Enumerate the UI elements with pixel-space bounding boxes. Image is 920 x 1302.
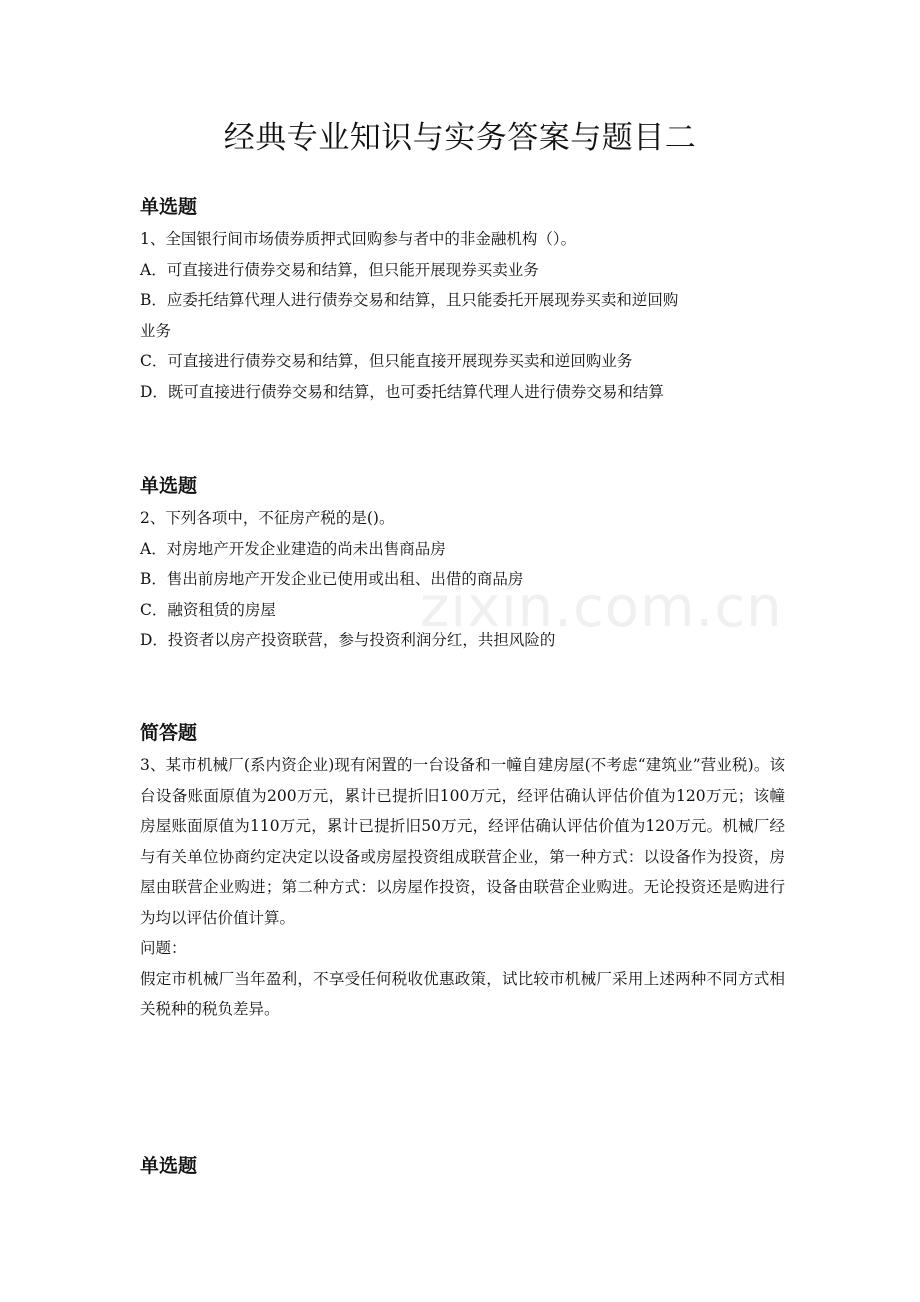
option-d: D．投资者以房产投资联营，参与投资利润分红，共担风险的 [140, 631, 556, 649]
question-type-heading: 单选题 [140, 1155, 198, 1177]
option-a: A．可直接进行债券交易和结算，但只能开展现券买卖业务 [140, 260, 539, 279]
document-title: 经典专业知识与实务答案与题目二 [223, 120, 697, 156]
option-d: D．既可直接进行债券交易和结算，也可委托结算代理人进行债券交易和结算 [140, 382, 664, 401]
question-type-heading: 简答题 [140, 722, 198, 744]
question-text: 假定市机械厂当年盈利，不享受任何税收优惠政策，试比较市机械厂采用上述两种不同方式相关税种的税负差异。 [140, 969, 785, 1018]
question-label: 问题： [140, 939, 187, 957]
question-type-heading: 单选题 [140, 475, 198, 497]
option-c: C．可直接进行债券交易和结算，但只能直接开展现券买卖和逆回购业务 [140, 352, 633, 370]
question-4 [140, 1153, 785, 1183]
option-b: B．售出前房地产开发企业已使用或出租、出借的商品房 [140, 570, 524, 588]
question-stem: 3、某市机械厂(系内资企业)现有闲置的一台设备和一幢自建房屋(不考虑“建筑业”营业税)。该台设备账面原值为200万元，累计已提折旧100万元，经评估确认评估价值为120万元；该幢房屋账面原值为110万元，累计已提折旧50万元，经评估确认评估价值为120万元。机械厂经与有关单位协商约定决定以设备或房屋投资组成联营企业，第一种方式：以设备作为投资，房屋由联营企业购进；第二种方式：以房屋作投资，设备由联营企业购进。无论投资还是购进行为均以评估价值计算。 [140, 756, 785, 927]
option-a: A．对房地产开发企业建造的尚未出售商品房 [140, 539, 446, 558]
watermark: zixin.com.cn [420, 575, 783, 640]
question-1 [140, 194, 785, 407]
question-type-heading: 单选题 [140, 196, 198, 218]
option-b: B．应委托结算代理人进行债券交易和结算，且只能委托开展现券买卖和逆回购 [140, 291, 679, 309]
option-b-continued: 业务 [140, 321, 172, 340]
question-stem: 2、下列各项中，不征房产税的是()。 [140, 509, 395, 527]
option-c: C．融资租赁的房屋 [140, 600, 276, 619]
question-stem: 1、全国银行间市场债券质押式回购参与者中的非金融机构（）。 [140, 230, 577, 248]
question-3 [140, 720, 785, 1025]
question-2 [140, 473, 785, 656]
